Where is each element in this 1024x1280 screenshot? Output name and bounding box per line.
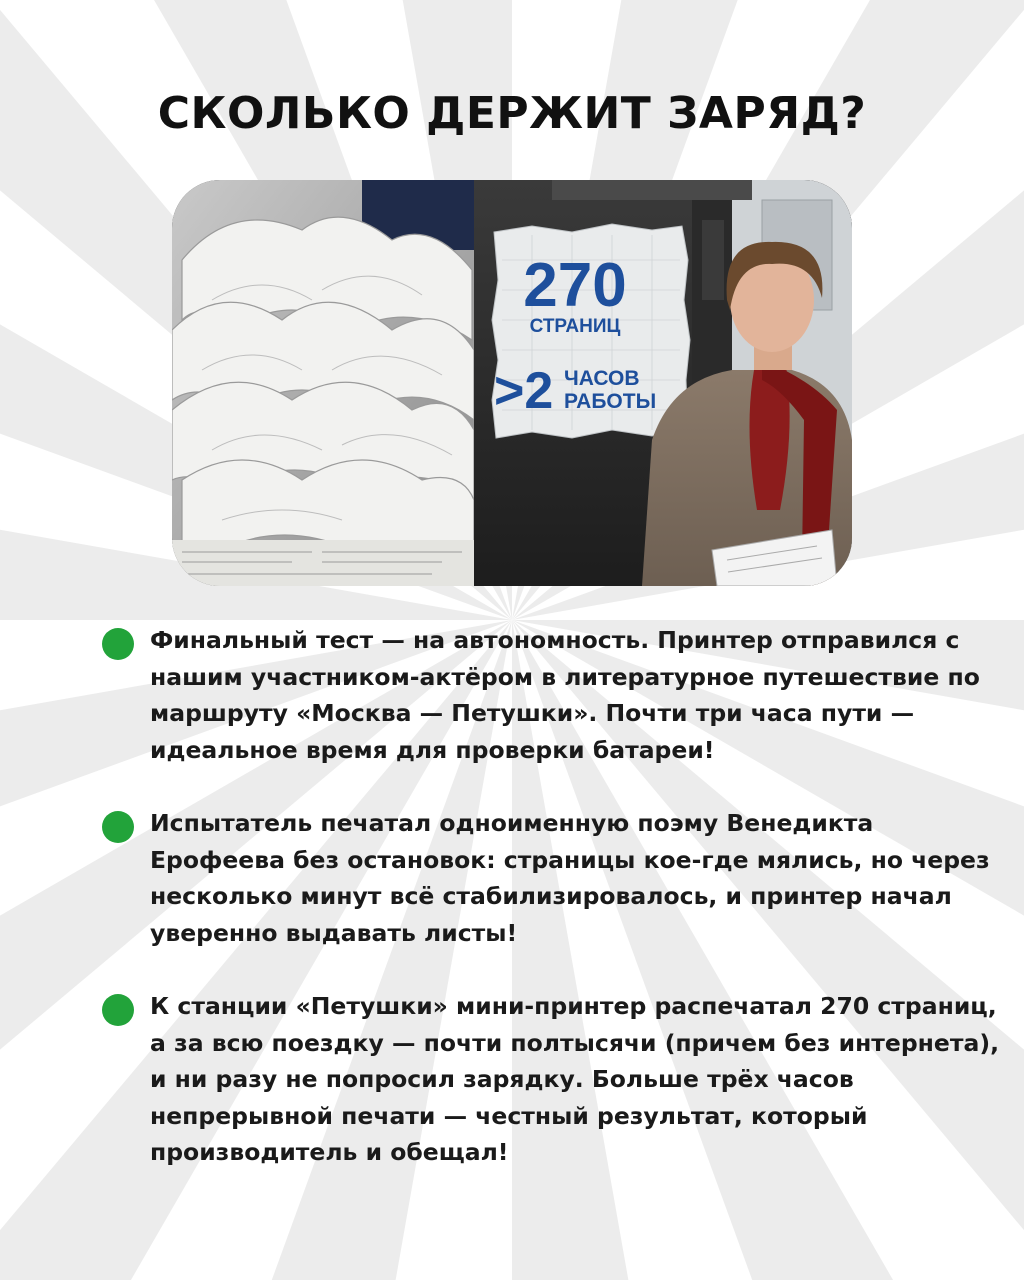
stat-card	[492, 224, 690, 438]
page-title: СКОЛЬКО ДЕРЖИТ ЗАРЯД?	[157, 88, 867, 139]
bullet-dot	[102, 628, 134, 660]
list-item	[100, 805, 1000, 951]
list-item	[100, 988, 1000, 1171]
list-item	[100, 622, 1000, 768]
stat-pages-number: 270	[523, 251, 627, 320]
hero-photo	[172, 180, 852, 586]
bullet-list	[100, 622, 1000, 1208]
stat-pages-label: СТРАНИЦ	[529, 316, 621, 337]
stat-hours-line1: ЧАСОВ	[564, 367, 640, 390]
bullet-dot	[102, 994, 134, 1026]
bullet-dot	[102, 811, 134, 843]
train-photo	[474, 180, 852, 586]
stat-hours-line2: РАБОТЫ	[564, 390, 657, 413]
paper-pile-photo	[172, 180, 474, 586]
bullet-text: Финальный тест — на автономность. Принтер отправился с нашим участником-актёром в литературное путешествие по маршруту «Москва — Петушки». Почти три часа пути — идеальное время для проверки батареи!	[150, 626, 980, 764]
stat-hours-prefix: >2	[494, 362, 554, 420]
bullet-text: К станции «Петушки» мини-принтер распечатал 270 страниц, а за всю поездку — почти полтысячи (причем без интернета), и ни разу не попросил зарядку. Больше трёх часов непрерывной печати — честный результат, который производитель и обещал!	[150, 992, 1000, 1166]
bullet-text: Испытатель печатал одноименную поэму Венедикта Ерофеева без остановок: страницы кое-где мялись, но через несколько минут всё стабилизировалось, и принтер начал уверенно выдавать листы!	[150, 809, 990, 947]
